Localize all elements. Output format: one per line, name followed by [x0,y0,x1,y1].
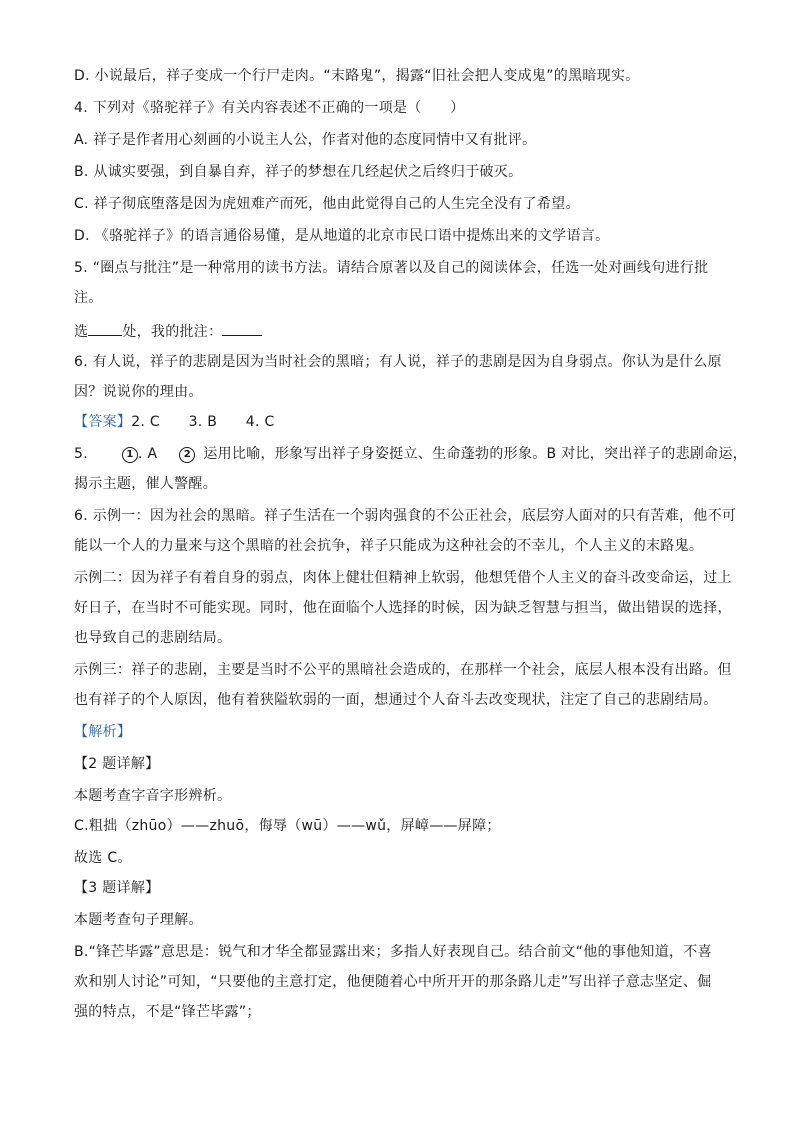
q2-detail-conclusion: 故选 C。 [74,850,132,866]
option-d-q4: D. 《骆驼祥子》的语言通俗易懂，是从地道的北京市民口语中提炼出来的文学语言。 [74,228,610,244]
q2-detail-heading: 【2 题详解】 [74,756,160,772]
answer-6-example-1-cont: 能以一个人的力量来与这个黑暗的社会抗争，祥子只能成为这种社会的不幸儿，个人主义的末路鬼。 [74,538,704,554]
q3-detail-body-cont2: 强的特点，不是“锋芒毕露”； [74,1004,261,1020]
q2-detail-intro: 本题考查字音字形辨析。 [74,788,232,804]
question-5-blank-line [74,320,734,342]
question-5-cont: 注。 [74,290,103,306]
answer-6-example-2-cont: 好日子，在当时不可能实现。同时，他在面临个人选择的时候，因为缺乏智慧与担当，做出错误的选择， [74,600,732,616]
q3-detail-body-cont: 欢和别人讨论”可知，“只要他的主意打定，他便随着心中所开开的那条路儿走”写出祥子意志坚定、倔 [74,974,712,990]
circled-number-2: 2 [179,447,195,463]
answer-6-example-2-cont2: 也导致自己的悲剧结局。 [74,630,232,646]
analysis-tag: 【解析】 [74,724,132,740]
question-4: 4. 下列对《骆驼祥子》有关内容表述不正确的一项是（ ） [74,100,465,116]
option-d-q3: D. 小说最后，祥子变成一个行尸走肉。“末路鬼”，揭露“旧社会把人变成鬼”的黑暗现实。 [74,68,640,84]
answer-5-text: 运用比喻，形象写出祥子身姿挺立、生命蓬勃的形象。B 对比，突出祥子的悲剧命运， [203,446,748,462]
option-b-q4: B. 从诚实要强，到自暴自弃，祥子的梦想在几经起伏之后终归于破灭。 [74,164,523,180]
answer-6-example-3-cont: 也有祥子的个人原因，他有着狭隘软弱的一面，想通过个人奋斗去改变现状，注定了自己的悲剧结局。 [74,692,718,708]
answer-6-example-3: 示例三：祥子的悲剧，主要是当时不公平的黑暗社会造成的，在那样一个社会，底层人根本没有出路。但 [74,662,732,678]
q3-detail-heading: 【3 题详解】 [74,880,160,896]
question-6: 6. 有人说，祥子的悲剧是因为当时社会的黑暗；有人说，祥子的悲剧是因为自身弱点。你认为是什么原 [74,354,722,370]
blank-select [88,320,122,336]
blank-annotation [222,320,262,336]
answer-5-a: . A [137,446,158,462]
question-5: 5. “圈点与批注”是一种常用的读书方法。请结合原著以及自己的阅读体会，任选一处对画线句进行批 [74,260,709,276]
annotation-label: 处，我的批注： [122,324,223,340]
answer-5-num: 5. [74,446,88,462]
question-6-cont: 因？说说你的理由。 [74,384,203,400]
q2-detail-body: C.粗拙（zhūo）——zhuō，侮辱（wū）——wǔ，屏嶂——屏障； [74,818,501,834]
answer-6-example-1: 6. 示例一：因为社会的黑暗。祥子生活在一个弱肉强食的不公正社会，底层穷人面对的只有苦难，他不可 [74,508,737,524]
q3-detail-intro: 本题考查句子理解。 [74,912,203,928]
answer-tag: 【答案】 [74,414,132,430]
answer-values: 2. C 3. B 4. C [131,414,275,430]
option-c-q4: C. 祥子彻底堕落是因为虎妞难产而死，他由此觉得自己的人生完全没有了希望。 [74,196,580,212]
option-a-q4: A. 祥子是作者用心刻画的小说主人公，作者对他的态度同情中又有批评。 [74,132,537,148]
circled-number-1: 1 [122,447,138,463]
answer-line [74,412,734,432]
answer-5-cont: 揭示主题，催人警醒。 [74,476,217,492]
answer-5 [74,444,748,464]
q3-detail-body: B.“锋芒毕露”意思是：锐气和才华全都显露出来；多指人好表现自己。结合前文“他的事他知道，不喜 [74,944,712,960]
answer-6-example-2: 示例二：因为祥子有着自身的弱点，肉体上健壮但精神上软弱，他想凭借个人主义的奋斗改变命运，过上 [74,570,732,586]
select-label: 选 [74,324,89,340]
